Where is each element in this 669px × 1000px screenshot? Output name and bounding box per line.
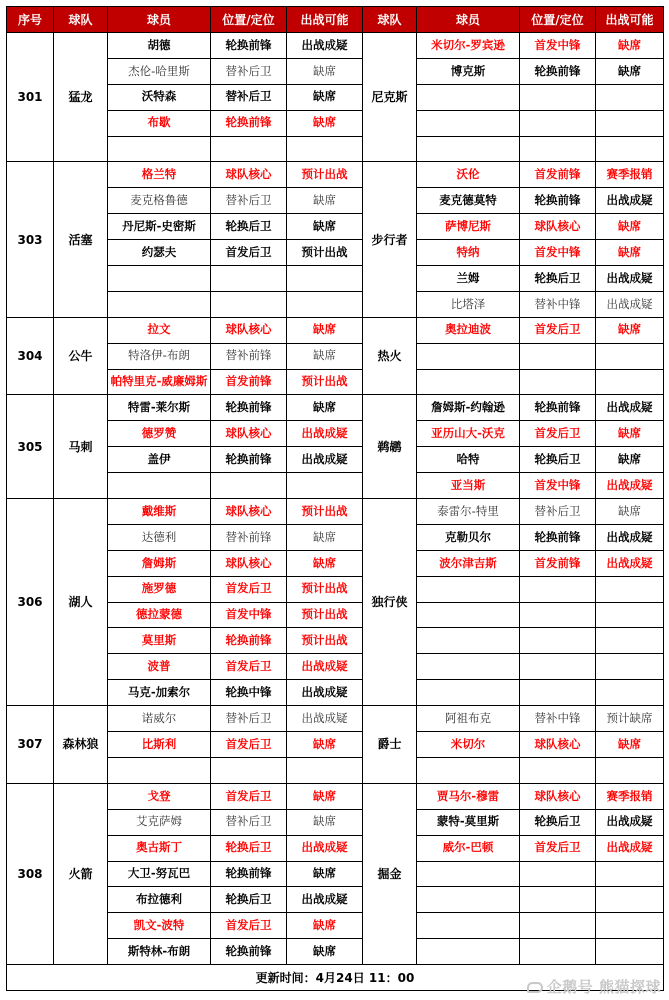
team-b-player-cell: 泰雷尔-特里 bbox=[417, 499, 520, 525]
team-b-status-cell: 缺席 bbox=[596, 732, 664, 758]
team-b-position-cell: 首发后卫 bbox=[520, 421, 596, 447]
team-b-status-cell: 出战成疑 bbox=[596, 524, 664, 550]
team-a-status-cell: 缺席 bbox=[287, 84, 363, 110]
team-b-position-cell: 首发后卫 bbox=[520, 835, 596, 861]
team-b-name: 独行侠 bbox=[363, 499, 417, 706]
team-a-status-cell: 出战成疑 bbox=[287, 706, 363, 732]
team-a-player-cell: 杰伦-哈里斯 bbox=[108, 58, 211, 84]
team-a-position-cell: 替补前锋 bbox=[211, 524, 287, 550]
penguin-icon bbox=[527, 982, 543, 993]
team-b-status-cell: 缺席 bbox=[596, 214, 664, 240]
team-a-position-cell: 首发后卫 bbox=[211, 732, 287, 758]
team-b-player-cell bbox=[417, 861, 520, 887]
team-a-position-cell bbox=[211, 291, 287, 317]
team-a-status-cell bbox=[287, 136, 363, 162]
series-number: 305 bbox=[7, 395, 54, 499]
injury-report-table bbox=[6, 6, 664, 991]
team-a-position-cell: 轮换后卫 bbox=[211, 214, 287, 240]
team-b-position-cell: 球队核心 bbox=[520, 214, 596, 240]
team-b-status-cell: 出战成疑 bbox=[596, 395, 664, 421]
team-a-player-cell: 盖伊 bbox=[108, 447, 211, 473]
team-a-player-cell: 达德利 bbox=[108, 524, 211, 550]
team-b-name: 爵士 bbox=[363, 706, 417, 784]
team-b-status-cell bbox=[596, 913, 664, 939]
team-b-status-cell bbox=[596, 136, 664, 162]
team-b-status-cell bbox=[596, 887, 664, 913]
team-b-position-cell bbox=[520, 757, 596, 783]
team-a-status-cell bbox=[287, 291, 363, 317]
team-b-player-cell bbox=[417, 343, 520, 369]
team-a-player-cell: 诺威尔 bbox=[108, 706, 211, 732]
team-a-position-cell: 替补后卫 bbox=[211, 58, 287, 84]
team-b-player-cell: 特纳 bbox=[417, 240, 520, 266]
team-a-status-cell: 出战成疑 bbox=[287, 421, 363, 447]
team-a-status-cell: 出战成疑 bbox=[287, 887, 363, 913]
team-a-position-cell: 球队核心 bbox=[211, 499, 287, 525]
header-position-b: 位置/定位 bbox=[520, 7, 596, 33]
team-a-status-cell: 缺席 bbox=[287, 110, 363, 136]
team-a-status-cell: 缺席 bbox=[287, 317, 363, 343]
team-a-position-cell: 首发后卫 bbox=[211, 654, 287, 680]
team-b-player-cell: 博克斯 bbox=[417, 58, 520, 84]
team-b-player-cell bbox=[417, 136, 520, 162]
team-a-status-cell: 预计出战 bbox=[287, 240, 363, 266]
team-b-position-cell: 替补中锋 bbox=[520, 706, 596, 732]
team-b-player-cell: 克勒贝尔 bbox=[417, 524, 520, 550]
series-number: 301 bbox=[7, 33, 54, 162]
team-b-position-cell: 轮换前锋 bbox=[520, 524, 596, 550]
team-a-player-cell: 波普 bbox=[108, 654, 211, 680]
team-a-position-cell bbox=[211, 757, 287, 783]
series-number: 303 bbox=[7, 162, 54, 317]
team-b-status-cell bbox=[596, 939, 664, 965]
table-row bbox=[7, 499, 664, 525]
team-a-position-cell: 球队核心 bbox=[211, 421, 287, 447]
team-a-position-cell: 轮换前锋 bbox=[211, 395, 287, 421]
team-a-position-cell: 替补后卫 bbox=[211, 809, 287, 835]
table-row bbox=[7, 317, 664, 343]
team-a-status-cell: 预计出战 bbox=[287, 162, 363, 188]
team-a-position-cell: 轮换前锋 bbox=[211, 939, 287, 965]
team-a-player-cell: 戈登 bbox=[108, 783, 211, 809]
team-b-status-cell bbox=[596, 369, 664, 395]
team-a-position-cell: 替补后卫 bbox=[211, 84, 287, 110]
team-b-position-cell bbox=[520, 343, 596, 369]
team-b-player-cell: 麦克德莫特 bbox=[417, 188, 520, 214]
team-a-position-cell: 轮换前锋 bbox=[211, 628, 287, 654]
team-a-position-cell: 轮换前锋 bbox=[211, 447, 287, 473]
team-b-position-cell bbox=[520, 628, 596, 654]
team-b-player-cell: 亚历山大-沃克 bbox=[417, 421, 520, 447]
team-b-status-cell: 赛季报销 bbox=[596, 783, 664, 809]
team-a-player-cell bbox=[108, 757, 211, 783]
team-a-position-cell: 轮换中锋 bbox=[211, 680, 287, 706]
table-row bbox=[7, 162, 664, 188]
team-b-status-cell: 缺席 bbox=[596, 499, 664, 525]
team-b-position-cell: 首发后卫 bbox=[520, 317, 596, 343]
team-a-name: 火箭 bbox=[54, 783, 108, 964]
team-a-player-cell: 戴维斯 bbox=[108, 499, 211, 525]
team-a-position-cell bbox=[211, 136, 287, 162]
table-row bbox=[7, 395, 664, 421]
team-b-position-cell: 轮换前锋 bbox=[520, 188, 596, 214]
team-b-position-cell: 轮换后卫 bbox=[520, 809, 596, 835]
team-b-status-cell bbox=[596, 110, 664, 136]
team-a-status-cell: 缺席 bbox=[287, 732, 363, 758]
team-a-player-cell: 麦克格鲁德 bbox=[108, 188, 211, 214]
team-b-player-cell: 米切尔 bbox=[417, 732, 520, 758]
team-b-player-cell: 兰姆 bbox=[417, 266, 520, 292]
team-b-player-cell: 萨博尼斯 bbox=[417, 214, 520, 240]
team-a-status-cell bbox=[287, 266, 363, 292]
team-a-player-cell bbox=[108, 266, 211, 292]
team-b-position-cell bbox=[520, 576, 596, 602]
team-a-status-cell: 出战成疑 bbox=[287, 680, 363, 706]
team-a-position-cell: 轮换后卫 bbox=[211, 887, 287, 913]
team-b-player-cell: 奥拉迪波 bbox=[417, 317, 520, 343]
team-b-status-cell: 出战成疑 bbox=[596, 809, 664, 835]
team-a-position-cell: 首发后卫 bbox=[211, 783, 287, 809]
team-a-status-cell: 缺席 bbox=[287, 58, 363, 84]
team-b-status-cell: 缺席 bbox=[596, 447, 664, 473]
team-b-status-cell: 缺席 bbox=[596, 317, 664, 343]
team-a-player-cell bbox=[108, 291, 211, 317]
team-b-player-cell bbox=[417, 654, 520, 680]
team-b-name: 掘金 bbox=[363, 783, 417, 964]
team-b-player-cell: 米切尔-罗宾逊 bbox=[417, 33, 520, 59]
team-a-player-cell: 德拉蒙德 bbox=[108, 602, 211, 628]
team-b-name: 尼克斯 bbox=[363, 33, 417, 162]
team-b-player-cell bbox=[417, 757, 520, 783]
team-b-status-cell bbox=[596, 680, 664, 706]
header-team-a: 球队 bbox=[54, 7, 108, 33]
team-b-name: 步行者 bbox=[363, 162, 417, 317]
team-a-status-cell: 缺席 bbox=[287, 214, 363, 240]
team-b-position-cell bbox=[520, 861, 596, 887]
team-a-player-cell: 奥古斯丁 bbox=[108, 835, 211, 861]
team-a-status-cell: 缺席 bbox=[287, 913, 363, 939]
team-b-player-cell: 阿祖布克 bbox=[417, 706, 520, 732]
team-b-status-cell: 缺席 bbox=[596, 58, 664, 84]
team-a-position-cell: 轮换后卫 bbox=[211, 835, 287, 861]
team-a-position-cell: 轮换前锋 bbox=[211, 861, 287, 887]
team-b-status-cell: 出战成疑 bbox=[596, 835, 664, 861]
team-b-player-cell bbox=[417, 110, 520, 136]
team-a-player-cell: 特雷-莱尔斯 bbox=[108, 395, 211, 421]
team-a-position-cell: 替补前锋 bbox=[211, 343, 287, 369]
team-a-status-cell: 缺席 bbox=[287, 395, 363, 421]
team-a-name: 活塞 bbox=[54, 162, 108, 317]
team-a-player-cell: 马克-加索尔 bbox=[108, 680, 211, 706]
team-a-player-cell: 格兰特 bbox=[108, 162, 211, 188]
team-a-status-cell: 出战成疑 bbox=[287, 654, 363, 680]
team-b-status-cell: 预计缺席 bbox=[596, 706, 664, 732]
team-a-player-cell: 丹尼斯-史密斯 bbox=[108, 214, 211, 240]
team-b-player-cell: 哈特 bbox=[417, 447, 520, 473]
team-a-player-cell: 莫里斯 bbox=[108, 628, 211, 654]
team-b-player-cell: 贾马尔-穆雷 bbox=[417, 783, 520, 809]
series-number: 304 bbox=[7, 317, 54, 395]
team-a-position-cell: 首发后卫 bbox=[211, 240, 287, 266]
team-a-position-cell: 首发前锋 bbox=[211, 369, 287, 395]
team-b-player-cell: 蒙特-莫里斯 bbox=[417, 809, 520, 835]
team-b-player-cell bbox=[417, 680, 520, 706]
team-b-position-cell bbox=[520, 136, 596, 162]
team-b-position-cell: 首发前锋 bbox=[520, 550, 596, 576]
header-player-a: 球员 bbox=[108, 7, 211, 33]
team-b-player-cell bbox=[417, 887, 520, 913]
team-a-status-cell: 缺席 bbox=[287, 524, 363, 550]
team-a-position-cell: 首发后卫 bbox=[211, 913, 287, 939]
team-a-player-cell: 拉文 bbox=[108, 317, 211, 343]
team-a-name: 公牛 bbox=[54, 317, 108, 395]
series-number: 306 bbox=[7, 499, 54, 706]
team-b-position-cell bbox=[520, 887, 596, 913]
team-a-player-cell: 胡德 bbox=[108, 33, 211, 59]
team-b-position-cell bbox=[520, 680, 596, 706]
team-b-player-cell bbox=[417, 84, 520, 110]
team-a-status-cell: 缺席 bbox=[287, 343, 363, 369]
team-a-player-cell: 斯特林-布朗 bbox=[108, 939, 211, 965]
team-b-position-cell: 首发中锋 bbox=[520, 33, 596, 59]
team-b-position-cell bbox=[520, 913, 596, 939]
team-a-player-cell: 沃特森 bbox=[108, 84, 211, 110]
team-a-player-cell: 比斯利 bbox=[108, 732, 211, 758]
team-b-position-cell: 轮换后卫 bbox=[520, 266, 596, 292]
team-b-status-cell bbox=[596, 343, 664, 369]
team-b-status-cell bbox=[596, 861, 664, 887]
team-b-status-cell bbox=[596, 628, 664, 654]
team-b-player-cell: 亚当斯 bbox=[417, 473, 520, 499]
team-a-player-cell: 布歇 bbox=[108, 110, 211, 136]
team-a-name: 湖人 bbox=[54, 499, 108, 706]
series-number: 307 bbox=[7, 706, 54, 784]
watermark-text: 企鹅号 熊猫探球 bbox=[546, 978, 661, 996]
team-a-player-cell: 艾克萨姆 bbox=[108, 809, 211, 835]
team-a-player-cell: 凯文-波特 bbox=[108, 913, 211, 939]
team-b-position-cell bbox=[520, 602, 596, 628]
team-b-name: 鹈鹕 bbox=[363, 395, 417, 499]
team-a-position-cell: 球队核心 bbox=[211, 162, 287, 188]
team-b-position-cell bbox=[520, 939, 596, 965]
team-a-status-cell: 出战成疑 bbox=[287, 835, 363, 861]
team-b-player-cell bbox=[417, 576, 520, 602]
team-a-status-cell: 预计出战 bbox=[287, 499, 363, 525]
team-b-position-cell bbox=[520, 654, 596, 680]
team-b-position-cell: 替补中锋 bbox=[520, 291, 596, 317]
team-b-position-cell: 球队核心 bbox=[520, 783, 596, 809]
team-a-position-cell: 替补后卫 bbox=[211, 706, 287, 732]
team-b-position-cell bbox=[520, 369, 596, 395]
header-status-a: 出战可能 bbox=[287, 7, 363, 33]
team-a-position-cell bbox=[211, 266, 287, 292]
team-b-player-cell bbox=[417, 602, 520, 628]
team-b-status-cell bbox=[596, 757, 664, 783]
team-b-position-cell: 首发中锋 bbox=[520, 240, 596, 266]
team-a-name: 马刺 bbox=[54, 395, 108, 499]
team-b-player-cell bbox=[417, 369, 520, 395]
team-b-position-cell: 首发前锋 bbox=[520, 162, 596, 188]
team-b-position-cell: 首发中锋 bbox=[520, 473, 596, 499]
team-a-player-cell: 布拉德利 bbox=[108, 887, 211, 913]
watermark bbox=[527, 976, 661, 997]
team-a-player-cell: 德罗赞 bbox=[108, 421, 211, 447]
header-position-a: 位置/定位 bbox=[211, 7, 287, 33]
team-a-player-cell: 詹姆斯 bbox=[108, 550, 211, 576]
team-b-status-cell: 出战成疑 bbox=[596, 188, 664, 214]
team-b-position-cell: 替补后卫 bbox=[520, 499, 596, 525]
header-status-b: 出战可能 bbox=[596, 7, 664, 33]
table-row bbox=[7, 706, 664, 732]
team-b-player-cell: 詹姆斯-约翰逊 bbox=[417, 395, 520, 421]
team-a-status-cell: 缺席 bbox=[287, 188, 363, 214]
team-a-status-cell bbox=[287, 473, 363, 499]
team-a-player-cell: 约瑟夫 bbox=[108, 240, 211, 266]
table-row bbox=[7, 783, 664, 809]
team-a-position-cell: 替补后卫 bbox=[211, 188, 287, 214]
team-b-position-cell: 轮换后卫 bbox=[520, 447, 596, 473]
team-a-position-cell: 轮换前锋 bbox=[211, 110, 287, 136]
team-a-position-cell: 首发后卫 bbox=[211, 576, 287, 602]
team-a-name: 猛龙 bbox=[54, 33, 108, 162]
team-a-position-cell: 轮换前锋 bbox=[211, 33, 287, 59]
update-time: 更新时间：4月24日 11：00 bbox=[7, 965, 664, 991]
team-b-status-cell: 缺席 bbox=[596, 421, 664, 447]
team-b-status-cell bbox=[596, 602, 664, 628]
team-b-position-cell: 轮换前锋 bbox=[520, 58, 596, 84]
team-a-player-cell: 特洛伊-布朗 bbox=[108, 343, 211, 369]
team-a-status-cell: 缺席 bbox=[287, 939, 363, 965]
team-a-status-cell: 预计出战 bbox=[287, 576, 363, 602]
team-a-status-cell: 预计出战 bbox=[287, 602, 363, 628]
team-b-status-cell: 缺席 bbox=[596, 33, 664, 59]
team-b-name: 热火 bbox=[363, 317, 417, 395]
table-row bbox=[7, 33, 664, 59]
team-b-player-cell bbox=[417, 939, 520, 965]
team-a-status-cell: 预计出战 bbox=[287, 369, 363, 395]
team-a-status-cell: 缺席 bbox=[287, 550, 363, 576]
team-a-status-cell bbox=[287, 757, 363, 783]
team-a-status-cell: 缺席 bbox=[287, 809, 363, 835]
header-number: 序号 bbox=[7, 7, 54, 33]
team-b-position-cell bbox=[520, 110, 596, 136]
team-a-player-cell: 施罗德 bbox=[108, 576, 211, 602]
team-b-position-cell: 轮换前锋 bbox=[520, 395, 596, 421]
team-b-player-cell: 威尔-巴顿 bbox=[417, 835, 520, 861]
team-b-status-cell: 出战成疑 bbox=[596, 266, 664, 292]
team-b-status-cell: 出战成疑 bbox=[596, 291, 664, 317]
team-a-position-cell: 球队核心 bbox=[211, 550, 287, 576]
team-b-status-cell bbox=[596, 84, 664, 110]
team-a-status-cell: 预计出战 bbox=[287, 628, 363, 654]
team-a-position-cell: 首发中锋 bbox=[211, 602, 287, 628]
team-b-position-cell bbox=[520, 84, 596, 110]
team-b-player-cell: 沃伦 bbox=[417, 162, 520, 188]
team-a-position-cell bbox=[211, 473, 287, 499]
team-a-status-cell: 缺席 bbox=[287, 861, 363, 887]
team-a-name: 森林狼 bbox=[54, 706, 108, 784]
team-a-player-cell: 大卫-努瓦巴 bbox=[108, 861, 211, 887]
team-b-player-cell: 波尔津吉斯 bbox=[417, 550, 520, 576]
team-b-status-cell bbox=[596, 654, 664, 680]
series-number: 308 bbox=[7, 783, 54, 964]
header-row bbox=[7, 7, 664, 33]
team-b-status-cell: 出战成疑 bbox=[596, 550, 664, 576]
team-b-status-cell: 出战成疑 bbox=[596, 473, 664, 499]
team-b-status-cell: 缺席 bbox=[596, 240, 664, 266]
team-a-status-cell: 出战成疑 bbox=[287, 33, 363, 59]
team-b-status-cell: 赛季报销 bbox=[596, 162, 664, 188]
header-player-b: 球员 bbox=[417, 7, 520, 33]
team-b-player-cell bbox=[417, 913, 520, 939]
team-b-player-cell bbox=[417, 628, 520, 654]
team-a-position-cell: 球队核心 bbox=[211, 317, 287, 343]
team-a-status-cell: 出战成疑 bbox=[287, 447, 363, 473]
team-a-player-cell: 帕特里克-威廉姆斯 bbox=[108, 369, 211, 395]
team-a-player-cell bbox=[108, 473, 211, 499]
team-b-player-cell: 比塔泽 bbox=[417, 291, 520, 317]
team-a-status-cell: 缺席 bbox=[287, 783, 363, 809]
team-a-player-cell bbox=[108, 136, 211, 162]
header-team-b: 球队 bbox=[363, 7, 417, 33]
team-b-position-cell: 球队核心 bbox=[520, 732, 596, 758]
team-b-status-cell bbox=[596, 576, 664, 602]
